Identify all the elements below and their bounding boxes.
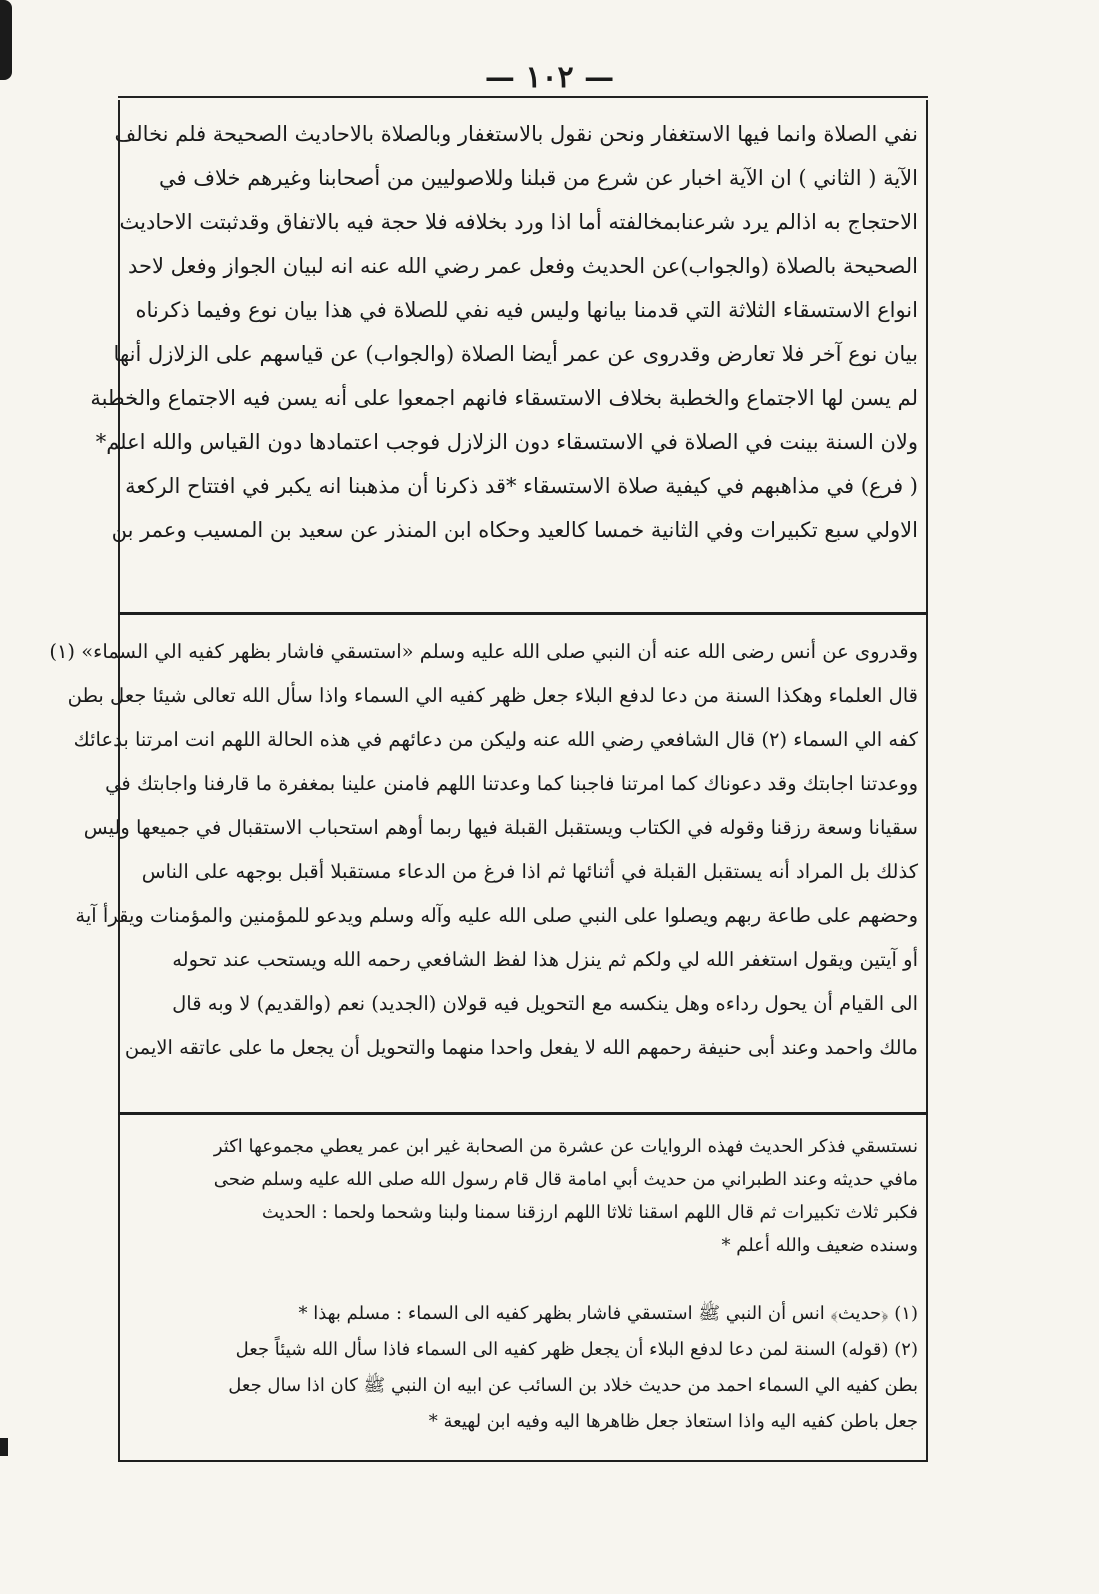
section-divider-1 xyxy=(118,612,928,615)
commentary-line: أو آيتين ويقول استغفر الله لي ولكم ثم ينزل هذا لفظ الشافعي رحمه الله ويستحب عند تحوله xyxy=(172,948,918,971)
footnote-line: بطن كفيه الي السماء احمد من حديث خلاد بن السائب عن ابيه ان النبي ﷺ كان اذا سال جعل xyxy=(228,1375,918,1396)
main-text-line: الصحيحة بالصلاة (والجواب)عن الحديث وفعل عمر رضي الله عنه انه لبيان الجواز وفعل لاحد xyxy=(127,254,918,278)
commentary-line: قال العلماء وهكذا السنة من دعا لدفع البلاء جعل ظهر كفيه الي السماء واذا سأل الله تعالى شيئا جعل بطن xyxy=(67,684,918,707)
footnote-line: جعل باطن كفيه اليه واذا استعاذ جعل ظاهرها اليه وفيه ابن لهيعة * xyxy=(428,1411,918,1432)
hadith-line: نستسقي فذكر الحديث فهذه الروايات عن عشرة من الصحابة غير ابن عمر يعطي مجموعها اكثر xyxy=(213,1136,918,1157)
hadith-line: فكبر ثلاث تكبيرات ثم قال اللهم اسقنا ثلاثا اللهم ارزقنا سمنا ولبنا وشحما ولحما : الحديث xyxy=(261,1202,918,1223)
main-text-line: الاولي سبع تكبيرات وفي الثانية خمسا كالعيد وحكاه ابن المنذر عن سعيد بن المسيب وعمر بن xyxy=(111,518,918,542)
main-text-block xyxy=(90,112,918,552)
footnote-line: (١) ﴿حديث﴾ انس أن النبي ﷺ استسقي فاشار بظهر كفيه الى السماء : مسلم بهذا * xyxy=(298,1303,918,1324)
hadith-line: وسنده ضعيف والله أعلم * xyxy=(721,1235,918,1256)
main-text-line: ولان السنة بينت في الصلاة في الاستسقاء دون الزلازل فوجب اعتمادها دون القياس والله اعلم* xyxy=(95,430,918,454)
scan-edge-dot xyxy=(0,1438,8,1456)
main-text-line: الآية ( الثاني ) ان الآية اخبار عن شرع من قبلنا وللاصوليين من أصحابنا وغيرهم خلاف في xyxy=(159,166,918,190)
footnotes-block xyxy=(128,1296,918,1440)
commentary-line: سقيانا وسعة رزقنا وقوله في الكتاب ويستقبل القبلة فيها ربما أوهم استحباب الاستقبال في جميعها وليس xyxy=(83,816,918,839)
main-text-line: نفي الصلاة وانما فيها الاستغفار ونحن نقول بالاستغفار وبالصلاة بالاحاديث الصحيحة فلم نخالف xyxy=(114,122,918,146)
hadith-block xyxy=(128,1130,918,1262)
commentary-line: كذلك بل المراد أنه يستقبل القبلة في أثنائها ثم اذا فرغ من الدعاء مستقبلا أقبل بوجهه على الناس xyxy=(141,860,918,883)
page-number: — ١٠٢ — xyxy=(484,60,615,95)
main-text-line: انواع الاستسقاء الثلاثة التي قدمنا بيانها وليس فيه نفي للصلاة في هذا بيان نوع وفيما ذكرناه xyxy=(135,298,918,322)
frame-bottom-rule xyxy=(118,1460,928,1462)
commentary-line: وقدروى عن أنس رضى الله عنه أن النبي صلى الله عليه وسلم «استسقي فاشار بظهر كفيه الي السماء» (١) xyxy=(49,640,918,663)
commentary-block xyxy=(49,630,918,1070)
frame-top-rule xyxy=(118,96,928,98)
main-text-line: ( فرع) في مذاهبهم في كيفية صلاة الاستسقاء *قد ذكرنا أن مذهبنا انه يكبر في افتتاح الركعة xyxy=(125,474,918,498)
main-text-line: لم يسن لها الاجتماع والخطبة بخلاف الاستسقاء فانهم اجمعوا على أنه يسن فيه الاجتماع والخطبة xyxy=(90,386,918,410)
commentary-line: مالك واحمد وعند أبى حنيفة رحمهم الله لا يفعل واحدا منهما والتحويل أن يجعل ما على عاتقه الايمن xyxy=(124,1036,918,1059)
main-text-line: الاحتجاج به اذالم يرد شرعنابمخالفته أما اذا ورد بخلافه فلا حجة فيه بالاتفاق وقدثبتت الاحاديث xyxy=(119,210,918,234)
footnote-line: (٢) (قوله) السنة لمن دعا لدفع البلاء أن يجعل ظهر كفيه الى السماء فاذا سأل الله شيئاً جعل xyxy=(235,1339,918,1360)
commentary-line: وحضهم على طاعة ربهم ويصلوا على النبي صلى الله عليه وآله وسلم ويدعو للمؤمنين والمؤمنات ويقرأ آية xyxy=(75,904,918,927)
hadith-line: مافي حديثه وعند الطبراني من حديث أبي امامة قال قام رسول الله صلى الله عليه وسلم ضحى xyxy=(213,1169,918,1190)
main-text-line: بيان نوع آخر فلا تعارض وقدروى عن عمر أيضا الصلاة (والجواب) عن قياسهم على الزلازل أنها xyxy=(113,342,918,366)
section-divider-2 xyxy=(118,1112,928,1115)
commentary-line: الى القيام أن يحول رداءه وهل ينكسه مع التحويل فيه قولان (الجديد) نعم (والقديم) لا وبه قال xyxy=(172,992,918,1015)
commentary-line: كفه الي السماء (٢) قال الشافعي رضي الله عنه وليكن من دعائهم في هذه الحالة اللهم انت امرتنا بدعائك xyxy=(73,728,918,751)
commentary-line: ووعدتنا اجابتك وقد دعوناك كما امرتنا فاجبنا كما وعدتنا اللهم فامنن علينا بمغفرة ما قارفنا واجابتك في xyxy=(105,772,918,795)
